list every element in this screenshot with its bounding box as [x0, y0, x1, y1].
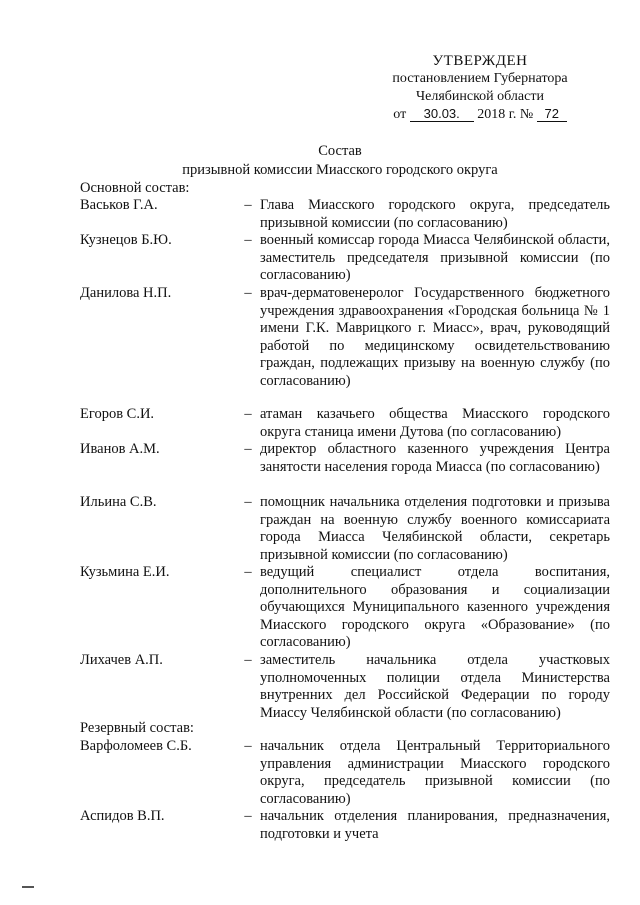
approval-date-line	[380, 106, 580, 124]
dash: –	[244, 197, 252, 213]
dash: –	[244, 285, 252, 301]
member-name: Данилова Н.П.	[80, 285, 172, 301]
dash: –	[244, 406, 252, 422]
member-role: врач-дерматовенеролог Государственного бюджетного учреждения здравоохранения «Городская больница № 1 имени Г.К. Маврицкого г. Миасс», врач, руководящий работой по медицинскому освидетельствованию граждан, подлежащих призыву на военную службу (по согласованию)	[260, 285, 610, 389]
member-name: Иванов А.М.	[80, 441, 160, 457]
member-name: Кузнецов Б.Ю.	[80, 232, 172, 248]
member-role: заместитель начальника отдела участковых уполномоченных полиции отдела Министерства внутренних дел Российской Федерации по городу Миассу Челябинской области (по согласованию)	[260, 652, 610, 721]
approval-date: 30.03.	[410, 106, 474, 122]
member-name: Васьков Г.А.	[80, 197, 158, 213]
member-name: Егоров С.И.	[80, 406, 155, 422]
member-role: начальник отдела Центральный Территориального управления администрации Миасского городского округа, председатель призывной комиссии (по согласованию)	[260, 738, 610, 807]
approval-prefix: от	[393, 107, 407, 122]
scan-mark	[22, 886, 34, 888]
member-role: военный комиссар города Миасса Челябинской области, заместитель председателя призывной комиссии (по согласованию)	[260, 232, 610, 283]
title-line-2: призывной комиссии Миасского городского округа	[182, 162, 498, 178]
dash: –	[244, 232, 252, 248]
approval-year: 2018 г. №	[477, 107, 534, 122]
dash: –	[244, 738, 252, 754]
member-name: Кузьмина Е.И.	[80, 564, 170, 580]
member-role: помощник начальника отделения подготовки и призыва граждан на военную службу военного комиссариата города Миасса Челябинской области, секретарь призывной комиссии (по согласованию)	[260, 494, 610, 563]
member-name: Аспидов В.П.	[80, 808, 165, 824]
member-name: Варфоломеев С.Б.	[80, 738, 192, 754]
member-name: Лихачев А.П.	[80, 652, 163, 668]
member-role: Глава Миасского городского округа, председатель призывной комиссии (по согласованию)	[260, 197, 610, 231]
dash: –	[244, 441, 252, 457]
member-name: Ильина С.В.	[80, 494, 157, 510]
dash: –	[244, 494, 252, 510]
member-role: ведущий специалист отдела воспитания, дополнительного образования и социализации обучающихся Муниципального казенного учреждения Миасского городского округа «Образование» (по согласованию)	[260, 564, 610, 650]
approval-heading: УТВЕРЖДЕН	[432, 53, 528, 69]
member-role: начальник отделения планирования, предназначения, подготовки и учета	[260, 808, 610, 842]
document-title	[80, 142, 600, 180]
member-role: атаман казачьего общества Миасского городского округа станица имени Дутова (по согласованию)	[260, 406, 610, 440]
approval-line-1: постановлением Губернатора	[392, 71, 568, 86]
main-section-label: Основной состав:	[80, 180, 190, 196]
approval-number: 72	[537, 106, 567, 122]
reserve-section-label: Резервный состав:	[80, 720, 194, 736]
dash: –	[244, 652, 252, 668]
member-role: директор областного казенного учреждения Центра занятости населения города Миасса (по согласованию)	[260, 441, 610, 475]
approval-block	[380, 52, 580, 124]
title-line-1: Состав	[318, 143, 362, 159]
approval-line-2: Челябинской области	[416, 89, 544, 104]
dash: –	[244, 564, 252, 580]
dash: –	[244, 808, 252, 824]
